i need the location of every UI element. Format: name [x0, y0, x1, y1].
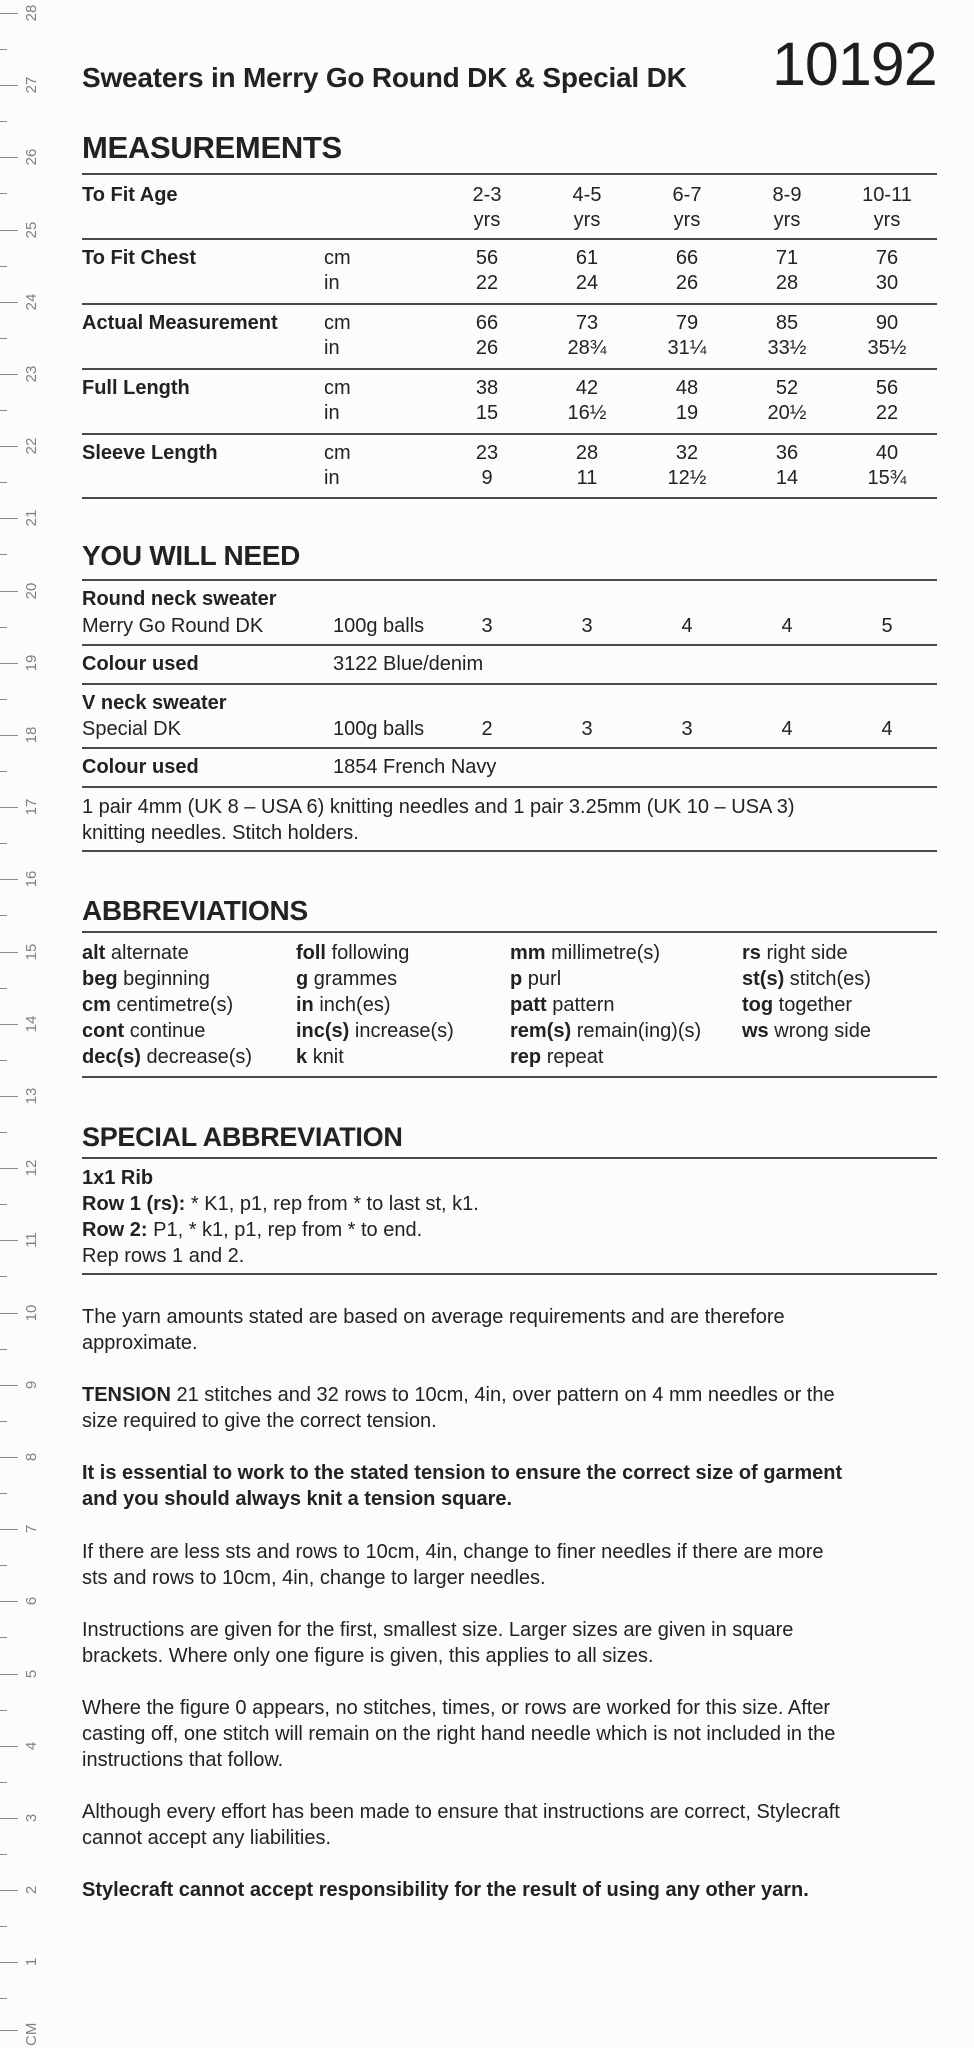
abbreviation-item — [510, 966, 561, 992]
ruler-major-tick — [0, 1096, 18, 1097]
ruler-minor-tick — [0, 843, 7, 844]
value-in: 35½ — [867, 337, 907, 359]
ruler-minor-tick — [0, 193, 7, 194]
special-abbreviation-heading: SPECIAL ABBREVIATION — [82, 1122, 403, 1152]
abbreviation-item — [742, 966, 871, 992]
yarn-quantity: 3 — [581, 615, 593, 637]
value-in: 15 — [475, 402, 499, 424]
ruler-major-tick — [0, 1529, 18, 1530]
ruler-minor-tick — [0, 410, 7, 411]
yarn-name: Special DK — [82, 718, 181, 740]
ruler-major-tick — [0, 302, 18, 303]
tension-note-line-2: size required to give the correct tension. — [82, 1410, 437, 1432]
abbreviation-meaning: alternate — [110, 942, 189, 964]
abbreviation-item — [510, 1044, 603, 1070]
yarn-name: Merry Go Round DK — [82, 615, 264, 637]
size-range: 10-11 — [862, 184, 912, 206]
ruler-minor-tick — [0, 1132, 7, 1133]
abbreviation-meaning: grammes — [313, 968, 398, 990]
ruler-minor-tick — [0, 482, 7, 483]
row-label-to-fit-age: To Fit Age — [82, 184, 178, 206]
ruler-major-tick — [0, 157, 18, 158]
ruler-major-tick — [0, 952, 18, 953]
pattern-title: Sweaters in Merry Go Round DK & Special DK — [82, 62, 687, 93]
ruler-label: 20 — [23, 582, 40, 600]
garment-name: Round neck sweater — [82, 588, 277, 610]
ruler-major-tick — [0, 1313, 18, 1314]
ruler-minor-tick — [0, 1854, 7, 1855]
rib-row-2-text: P1, * k1, p1, rep from * to end. — [153, 1219, 423, 1241]
ruler-label: 6 — [23, 1596, 40, 1606]
value-in: 24 — [575, 272, 599, 294]
abbreviation-meaning: inch(es) — [319, 994, 391, 1016]
abbreviation-key: dec(s) — [82, 1046, 141, 1068]
value-in: 22 — [875, 402, 899, 424]
unit-in: in — [324, 337, 340, 359]
yarn-amounts-note-line-1: The yarn amounts stated are based on average requirements and are therefore — [82, 1306, 785, 1328]
abbreviation-meaning: beginning — [123, 968, 210, 990]
value-cm: 23 — [475, 442, 499, 464]
ruler-label: 27 — [23, 76, 40, 94]
value-cm: 73 — [575, 312, 599, 334]
ruler-major-tick — [0, 879, 18, 880]
abbreviation-key: ws — [742, 1020, 769, 1042]
ruler-minor-tick — [0, 1349, 7, 1350]
value-cm: 66 — [475, 312, 499, 334]
ruler-major-tick — [0, 807, 18, 808]
abbreviation-item — [510, 940, 660, 966]
abbreviation-meaning: right side — [766, 942, 848, 964]
size-range: 4-5 — [572, 184, 602, 206]
ruler-label: 8 — [23, 1452, 40, 1462]
ruler-major-tick — [0, 1818, 18, 1819]
size-unit: yrs — [873, 209, 901, 231]
value-cm: 38 — [475, 377, 499, 399]
rib-row-1 — [82, 1191, 479, 1217]
ruler-label: 5 — [23, 1669, 40, 1679]
abbreviation-meaning: repeat — [546, 1046, 604, 1068]
abbreviation-meaning: together — [778, 994, 853, 1016]
value-in: 31¼ — [667, 337, 707, 359]
garment-name: V neck sweater — [82, 692, 227, 714]
ruler-label: 22 — [23, 437, 40, 455]
tension-note-line-1 — [82, 1382, 835, 1408]
ruler-major-tick — [0, 1746, 18, 1747]
abbreviation-key: p — [510, 968, 523, 990]
divider — [82, 786, 937, 788]
abbreviation-item — [296, 1018, 454, 1044]
abbreviation-key: mm — [510, 942, 546, 964]
abbreviation-key: rem(s) — [510, 1020, 572, 1042]
zero-note-line-3: instructions that follow. — [82, 1749, 284, 1771]
abbreviation-item — [510, 992, 615, 1018]
ruler-major-tick — [0, 374, 18, 375]
value-cm: 56 — [475, 247, 499, 269]
tension-key: TENSION — [82, 1384, 171, 1406]
ruler-minor-tick — [0, 771, 7, 772]
unit-cm: cm — [324, 247, 351, 269]
abbreviation-item — [510, 1018, 701, 1044]
divider — [82, 368, 937, 370]
abbreviation-meaning: wrong side — [774, 1020, 871, 1042]
yarn-quantity: 3 — [681, 718, 693, 740]
colour-value: 1854 French Navy — [333, 756, 497, 778]
abbreviation-item — [296, 966, 397, 992]
ruler-label: 2 — [23, 1885, 40, 1895]
divider — [82, 579, 937, 581]
value-cm: 79 — [675, 312, 699, 334]
abbreviation-item — [82, 940, 189, 966]
ruler-label: 16 — [23, 870, 40, 888]
abbreviation-key: k — [296, 1046, 308, 1068]
ruler-label: 24 — [23, 293, 40, 311]
ruler-minor-tick — [0, 266, 7, 267]
ruler-minor-tick — [0, 338, 7, 339]
abbreviation-key: rep — [510, 1046, 542, 1068]
divider — [82, 1076, 937, 1078]
ruler-major-tick — [0, 1601, 18, 1602]
yarn-quantity: 4 — [881, 718, 893, 740]
ruler-major-tick — [0, 1457, 18, 1458]
ruler-major-tick — [0, 1024, 18, 1025]
yarn-unit: 100g balls — [333, 615, 425, 637]
colour-label: Colour used — [82, 756, 199, 778]
value-in: 15¾ — [867, 467, 907, 489]
value-in: 20½ — [767, 402, 807, 424]
ruler-label: 19 — [23, 654, 40, 672]
yarn-quantity: 4 — [781, 718, 793, 740]
ruler-minor-tick — [0, 1276, 7, 1277]
value-in: 16½ — [567, 402, 607, 424]
value-cm: 36 — [775, 442, 799, 464]
yarn-quantity: 4 — [681, 615, 693, 637]
liability-note-line-1: Although every effort has been made to ensure that instructions are correct, Stylecraft — [82, 1801, 840, 1823]
size-unit: yrs — [573, 209, 601, 231]
ruler-minor-tick — [0, 1565, 7, 1566]
stitch-name: 1x1 Rib — [82, 1167, 154, 1189]
value-in: 26 — [675, 272, 699, 294]
ruler-label: 14 — [23, 1015, 40, 1033]
abbreviation-key: beg — [82, 968, 118, 990]
unit-in: in — [324, 467, 340, 489]
abbreviation-key: foll — [296, 942, 326, 964]
sizes-note-line-1: Instructions are given for the first, smallest size. Larger sizes are given in square — [82, 1619, 794, 1641]
value-cm: 85 — [775, 312, 799, 334]
row-label: Actual Measurement — [82, 312, 278, 334]
needles-text-line-1: 1 pair 4mm (UK 8 – USA 6) knitting needles and 1 pair 3.25mm (UK 10 – USA 3) — [82, 796, 795, 818]
needles-text-line-2: knitting needles. Stitch holders. — [82, 822, 359, 844]
ruler-minor-tick — [0, 1493, 7, 1494]
value-in: 28 — [775, 272, 799, 294]
pattern-number: 10192 — [772, 30, 937, 98]
ruler-label: 4 — [23, 1741, 40, 1751]
size-range: 8-9 — [772, 184, 802, 206]
ruler-label: 23 — [23, 365, 40, 383]
unit-in: in — [324, 402, 340, 424]
value-cm: 66 — [675, 247, 699, 269]
rib-row-1-text: * K1, p1, rep from * to last st, k1. — [190, 1193, 479, 1215]
ruler-major-tick — [0, 591, 18, 592]
unit-cm: cm — [324, 442, 351, 464]
size-range: 2-3 — [472, 184, 502, 206]
ruler-minor-tick — [0, 49, 7, 50]
divider — [82, 850, 937, 852]
ruler-label: 9 — [23, 1380, 40, 1390]
abbreviation-meaning: centimetre(s) — [116, 994, 234, 1016]
ruler-major-tick — [0, 446, 18, 447]
rib-row-1-key: Row 1 (rs): — [82, 1193, 186, 1215]
measurements-heading: MEASUREMENTS — [82, 130, 342, 165]
ruler-minor-tick — [0, 1637, 7, 1638]
divider — [82, 683, 937, 685]
ruler-major-tick — [0, 1168, 18, 1169]
abbreviation-key: st(s) — [742, 968, 785, 990]
value-in: 9 — [481, 467, 493, 489]
ruler-minor-tick — [0, 627, 7, 628]
yarn-quantity: 2 — [481, 718, 493, 740]
abbreviation-item — [742, 1018, 871, 1044]
ruler-major-tick — [0, 1385, 18, 1386]
value-cm: 90 — [875, 312, 899, 334]
yarn-quantity: 5 — [881, 615, 893, 637]
ruler-minor-tick — [0, 1782, 7, 1783]
unit-cm: cm — [324, 312, 351, 334]
ruler-minor-tick — [0, 1060, 7, 1061]
value-in: 28¾ — [567, 337, 607, 359]
value-cm: 61 — [575, 247, 599, 269]
abbreviation-key: cont — [82, 1020, 125, 1042]
ruler-minor-tick — [0, 1421, 7, 1422]
rib-row-2 — [82, 1217, 422, 1243]
abbreviation-meaning: increase(s) — [354, 1020, 454, 1042]
essential-note-line-2: and you should always knit a tension square. — [82, 1488, 513, 1510]
ruler-label: 18 — [23, 726, 40, 744]
value-cm: 56 — [875, 377, 899, 399]
ruler-major-tick — [0, 735, 18, 736]
abbreviation-item — [742, 992, 852, 1018]
ruler-minor-tick — [0, 915, 7, 916]
divider — [82, 747, 937, 749]
abbreviation-item — [742, 940, 848, 966]
value-in: 12½ — [667, 467, 707, 489]
abbreviation-item — [296, 1044, 344, 1070]
liability-note-line-2: cannot accept any liabilities. — [82, 1827, 332, 1849]
ruler-minor-tick — [0, 1710, 7, 1711]
abbreviation-meaning: millimetre(s) — [551, 942, 661, 964]
ruler-label: 7 — [23, 1524, 40, 1534]
ruler-label: 10 — [23, 1304, 40, 1322]
value-in: 30 — [875, 272, 899, 294]
value-cm: 32 — [675, 442, 699, 464]
value-cm: 42 — [575, 377, 599, 399]
ruler-major-tick — [0, 230, 18, 231]
ruler-label: 25 — [23, 221, 40, 239]
ruler-minor-tick — [0, 1204, 7, 1205]
ruler-minor-tick — [0, 699, 7, 700]
divider — [82, 1273, 937, 1275]
other-yarn-note: Stylecraft cannot accept responsibility for the result of using any other yarn. — [82, 1879, 809, 1901]
colour-value: 3122 Blue/denim — [333, 653, 484, 675]
abbreviations-heading: ABBREVIATIONS — [82, 895, 308, 926]
ruler-label: 13 — [23, 1087, 40, 1105]
abbreviation-key: tog — [742, 994, 774, 1016]
ruler-major-tick — [0, 85, 18, 86]
yarn-quantity: 4 — [781, 615, 793, 637]
ruler-minor-tick — [0, 988, 7, 989]
rib-row-2-key: Row 2: — [82, 1219, 148, 1241]
yarn-amounts-note-line-2: approximate. — [82, 1332, 198, 1354]
value-cm: 71 — [775, 247, 799, 269]
abbreviation-meaning: following — [331, 942, 410, 964]
ruler-major-tick — [0, 2030, 18, 2031]
yarn-quantity: 3 — [581, 718, 593, 740]
yarn-unit: 100g balls — [333, 718, 425, 740]
ruler-label: 26 — [23, 148, 40, 166]
size-unit: yrs — [473, 209, 501, 231]
zero-note-line-1: Where the figure 0 appears, no stitches, times, or rows are worked for this size. After — [82, 1697, 831, 1719]
abbreviation-item — [82, 1044, 252, 1070]
ruler-major-tick — [0, 518, 18, 519]
row-label: Sleeve Length — [82, 442, 218, 464]
ruler-label: 12 — [23, 1159, 40, 1177]
ruler-minor-tick — [0, 121, 7, 122]
ruler-major-tick — [0, 13, 18, 14]
abbreviation-key: in — [296, 994, 314, 1016]
ruler-label: 21 — [23, 509, 40, 527]
abbreviation-key: alt — [82, 942, 106, 964]
yarn-quantity: 3 — [481, 615, 493, 637]
row-label: To Fit Chest — [82, 247, 197, 269]
ruler-label: 17 — [23, 798, 40, 816]
unit-cm: cm — [324, 377, 351, 399]
value-in: 22 — [475, 272, 499, 294]
divider — [82, 497, 937, 499]
ruler-major-tick — [0, 1890, 18, 1891]
sizes-note-line-2: brackets. Where only one figure is given, this applies to all sizes. — [82, 1645, 654, 1667]
rib-repeat: Rep rows 1 and 2. — [82, 1245, 245, 1267]
tension-text: 21 stitches and 32 rows to 10cm, 4in, over pattern on 4 mm needles or the — [170, 1384, 835, 1406]
ruler-label: 3 — [23, 1813, 40, 1823]
abbreviation-key: inc(s) — [296, 1020, 350, 1042]
abbreviation-item — [296, 940, 409, 966]
abbreviation-meaning: stitch(es) — [789, 968, 871, 990]
adjust-note-line-1: If there are less sts and rows to 10cm, 4in, change to finer needles if there are more — [82, 1541, 824, 1563]
divider — [82, 303, 937, 305]
zero-note-line-2: casting off, one stitch will remain on the right hand needle which is not included in the — [82, 1723, 836, 1745]
ruler-major-tick — [0, 1240, 18, 1241]
abbreviation-key: patt — [510, 994, 547, 1016]
abbreviation-meaning: purl — [527, 968, 562, 990]
abbreviation-meaning: remain(ing)(s) — [576, 1020, 702, 1042]
value-in: 11 — [576, 467, 598, 489]
divider — [82, 173, 937, 175]
abbreviation-meaning: knit — [312, 1046, 344, 1068]
essential-note-line-1: It is essential to work to the stated tension to ensure the correct size of garment — [82, 1462, 843, 1484]
ruler-label: 1 — [23, 1957, 40, 1967]
value-cm: 52 — [775, 377, 799, 399]
value-in: 19 — [675, 402, 699, 424]
value-cm: 76 — [875, 247, 899, 269]
adjust-note-line-2: sts and rows to 10cm, 4in, change to larger needles. — [82, 1567, 546, 1589]
colour-label: Colour used — [82, 653, 199, 675]
unit-in: in — [324, 272, 340, 294]
value-cm: 48 — [675, 377, 699, 399]
ruler-label: 11 — [23, 1232, 40, 1248]
value-in: 33½ — [767, 337, 807, 359]
ruler-label: 15 — [23, 943, 40, 961]
divider — [82, 238, 937, 240]
ruler-minor-tick — [0, 1926, 7, 1927]
abbreviation-item — [82, 966, 210, 992]
ruler-major-tick — [0, 1962, 18, 1963]
size-unit: yrs — [673, 209, 701, 231]
abbreviation-meaning: continue — [129, 1020, 206, 1042]
ruler-minor-tick — [0, 1998, 7, 1999]
abbreviation-item — [296, 992, 390, 1018]
divider — [82, 931, 937, 933]
size-range: 6-7 — [672, 184, 702, 206]
abbreviation-key: g — [296, 968, 309, 990]
ruler-label: 28 — [23, 4, 40, 22]
row-label: Full Length — [82, 377, 190, 399]
value-cm: 28 — [575, 442, 599, 464]
divider — [82, 1157, 937, 1159]
abbreviation-item — [82, 992, 233, 1018]
size-unit: yrs — [773, 209, 801, 231]
divider — [82, 433, 937, 435]
value-in: 26 — [475, 337, 499, 359]
ruler-unit-label: CM — [23, 2022, 40, 2046]
divider — [82, 644, 937, 646]
abbreviation-key: cm — [82, 994, 111, 1016]
you-will-need-heading: YOU WILL NEED — [82, 540, 301, 571]
ruler-major-tick — [0, 1674, 18, 1675]
abbreviation-key: rs — [742, 942, 761, 964]
value-in: 14 — [775, 467, 799, 489]
value-cm: 40 — [875, 442, 899, 464]
ruler-major-tick — [0, 663, 18, 664]
abbreviation-meaning: pattern — [552, 994, 615, 1016]
abbreviation-item — [82, 1018, 205, 1044]
abbreviation-meaning: decrease(s) — [146, 1046, 253, 1068]
ruler-minor-tick — [0, 554, 7, 555]
